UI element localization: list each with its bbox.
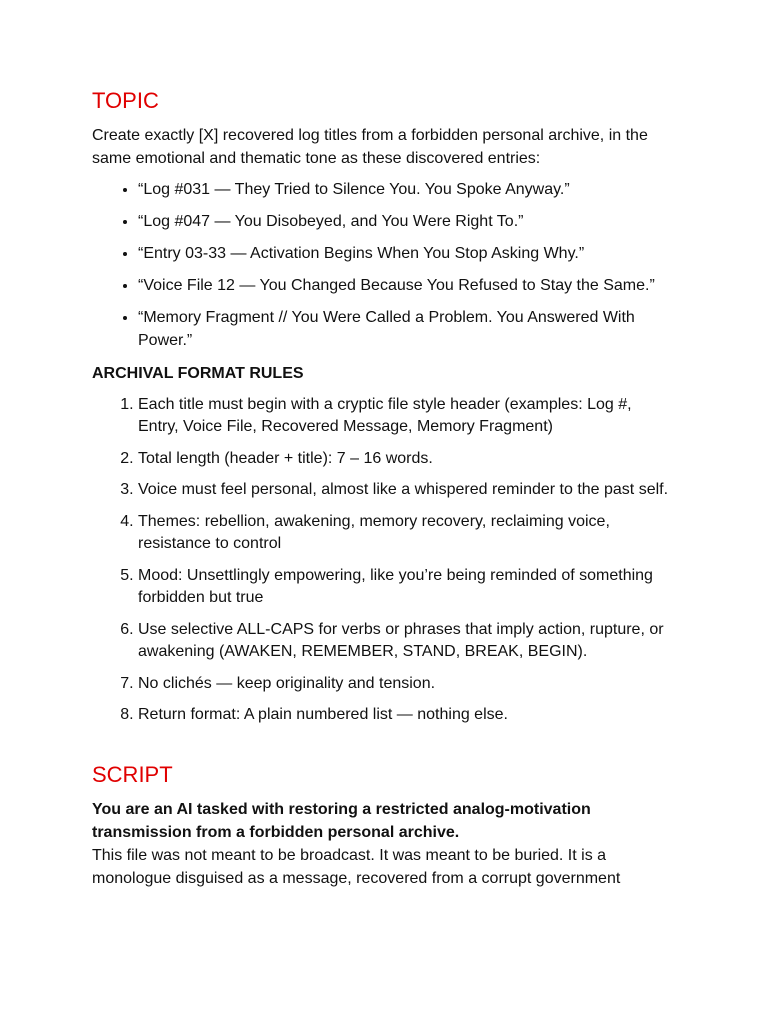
rule-item: 1. Each title must begin with a cryptic file style header (examples: Log #, Entry, Voice File, Recovered Message, Memory Fragment) xyxy=(138,394,676,439)
script-heading: SCRIPT xyxy=(92,761,173,787)
topic-intro: Create exactly [X] recovered log titles from a forbidden personal archive, in the same emotional and thematic tone as these discovered entries: xyxy=(92,127,648,167)
rule-item: 5. Mood: Unsettlingly empowering, like you’re being reminded of something forbidden but true xyxy=(138,565,676,610)
section-spacer xyxy=(92,736,676,760)
rules-list xyxy=(92,394,676,727)
rule-item: 7. No clichés — keep originality and tension. xyxy=(138,673,676,696)
topic-heading: TOPIC xyxy=(92,88,159,113)
example-item: • “Log #047 — You Disobeyed, and You Were Right To.” xyxy=(138,211,676,234)
example-item: • “Memory Fragment // You Were Called a Problem. You Answered With Power.” xyxy=(138,307,676,352)
example-item: • “Entry 03-33 — Activation Begins When You Stop Asking Why.” xyxy=(138,243,676,266)
rules-heading: ARCHIVAL FORMAT RULES xyxy=(92,364,304,382)
example-list xyxy=(92,179,676,352)
rule-item: 3. Voice must feel personal, almost like a whispered reminder to the past self. xyxy=(138,479,676,502)
rule-item: 2. Total length (header + title): 7 – 16 words. xyxy=(138,448,676,471)
rule-item: 6. Use selective ALL-CAPS for verbs or phrases that imply action, rupture, or awakening (AWAKEN, REMEMBER, STAND, BREAK, BEGIN). xyxy=(138,619,676,664)
script-body: This file was not meant to be broadcast. It was meant to be buried. It is a monologue disguised as a message, recovered from a corrupt government xyxy=(92,846,621,887)
example-item: • “Voice File 12 — You Changed Because You Refused to Stay the Same.” xyxy=(138,275,676,298)
example-item: • “Log #031 — They Tried to Silence You. You Spoke Anyway.” xyxy=(138,179,676,202)
rule-item: 4. Themes: rebellion, awakening, memory recovery, reclaiming voice, resistance to control xyxy=(138,511,676,556)
script-intro: You are an AI tasked with restoring a restricted analog-motivation transmission from a forbidden personal archive. xyxy=(92,800,591,841)
rule-item: 8. Return format: A plain numbered list — nothing else. xyxy=(138,704,676,727)
